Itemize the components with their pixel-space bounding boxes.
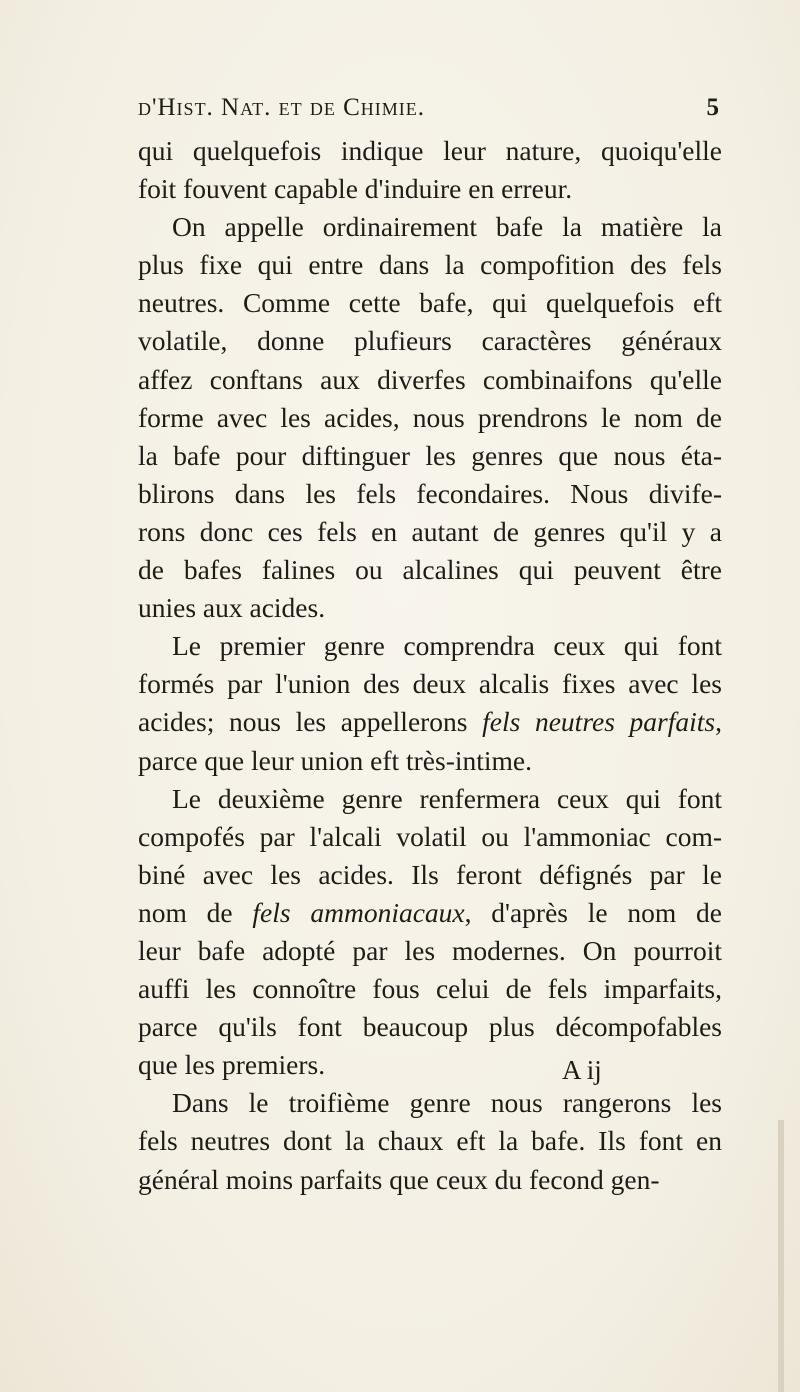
text-line bbox=[138, 780, 722, 818]
text-line bbox=[138, 627, 722, 665]
text-run: forme avec les acides, nous prendrons le nom de bbox=[138, 401, 722, 433]
text-run: acides; nous les appellerons bbox=[138, 706, 483, 738]
text-run: formés par l'union des deux alcalis fixes avec les bbox=[138, 668, 722, 700]
text-line bbox=[138, 1046, 722, 1084]
text-run: Le premier genre comprendra ceux qui font bbox=[172, 630, 722, 662]
text-line bbox=[138, 589, 722, 627]
text-line bbox=[138, 399, 722, 437]
signature-mark: A ij bbox=[562, 1055, 602, 1085]
text-line bbox=[138, 208, 722, 246]
text-line bbox=[138, 970, 722, 1008]
text-line bbox=[138, 361, 722, 399]
page-edge-shadow bbox=[778, 1120, 784, 1392]
text-line bbox=[138, 170, 722, 208]
text-run: auffi les connoître fous celui de fels imparfaits, bbox=[138, 973, 722, 1005]
text-line bbox=[138, 437, 722, 475]
text-line bbox=[138, 932, 722, 970]
text-run: On appelle ordinairement bafe la matière la bbox=[172, 211, 722, 243]
text-line bbox=[138, 703, 722, 741]
text-line bbox=[138, 856, 722, 894]
text-line bbox=[138, 1122, 722, 1160]
text-line bbox=[138, 284, 722, 322]
italic-term: fels ammoniacaux bbox=[252, 896, 465, 928]
text-run: parce qu'ils font beaucoup plus décompofables bbox=[138, 1011, 722, 1043]
text-run: affez conftans aux diverfes combinaifons qu'elle bbox=[138, 363, 722, 395]
text-run: foit fouvent capable d'induire en erreur. bbox=[138, 173, 573, 205]
running-head: d'Hist. Nat. et de Chimie. bbox=[138, 94, 426, 121]
text-line bbox=[138, 475, 722, 513]
text-line bbox=[138, 513, 722, 551]
text-line bbox=[138, 894, 722, 932]
text-run: que les premiers. bbox=[138, 1049, 326, 1081]
text-run: leur bafe adopté par les modernes. On pourroit bbox=[138, 934, 722, 966]
text-run: qui quelquefois indique leur nature, quoiqu'elle bbox=[138, 135, 722, 166]
text-run: compofés par l'alcali volatil ou l'ammoniac com- bbox=[138, 820, 722, 852]
text-line bbox=[138, 551, 722, 589]
italic-term: fels neutres parfaits bbox=[482, 706, 716, 738]
text-run: Dans le troifième genre nous rangerons les bbox=[172, 1087, 722, 1119]
text-run: neutres. Comme cette bafe, qui quelquefois eft bbox=[138, 287, 722, 319]
text-run: blirons dans les fels fecondaires. Nous divife- bbox=[138, 477, 722, 509]
text-line bbox=[138, 742, 722, 780]
text-run: fels neutres dont la chaux eft la bafe. Ils font en bbox=[138, 1125, 722, 1157]
text-run: rons donc ces fels en autant de genres qu'il y a bbox=[138, 515, 722, 547]
text-run: biné avec les acides. Ils feront défignés par le bbox=[138, 858, 722, 890]
body-text bbox=[138, 132, 722, 1199]
text-run: plus fixe qui entre dans la compofition des fels bbox=[138, 249, 722, 281]
text-line bbox=[138, 1008, 722, 1046]
text-run: de bafes falines ou alcalines qui peuvent être bbox=[138, 554, 722, 586]
text-line bbox=[138, 818, 722, 856]
text-run: Le deuxième genre renfermera ceux qui font bbox=[172, 782, 722, 814]
text-line bbox=[138, 1084, 722, 1122]
text-line bbox=[138, 132, 722, 170]
page-header bbox=[138, 94, 720, 130]
text-run: , d'après le nom de bbox=[464, 896, 722, 928]
text-run: la bafe pour diftinguer les genres que nous éta- bbox=[138, 439, 722, 471]
text-run: nom de bbox=[138, 896, 253, 928]
text-run: parce que leur union eft très-intime. bbox=[138, 744, 533, 776]
text-run: général moins parfaits que ceux du fecond gen- bbox=[138, 1163, 660, 1195]
page-number: 5 bbox=[706, 94, 720, 121]
text-line bbox=[138, 665, 722, 703]
text-run: volatile, donne plufieurs caractères généraux bbox=[138, 325, 722, 357]
text-line bbox=[138, 322, 722, 360]
text-line bbox=[138, 1161, 722, 1199]
text-run: , bbox=[715, 706, 723, 738]
text-run: unies aux acides. bbox=[138, 592, 326, 624]
text-line bbox=[138, 246, 722, 284]
